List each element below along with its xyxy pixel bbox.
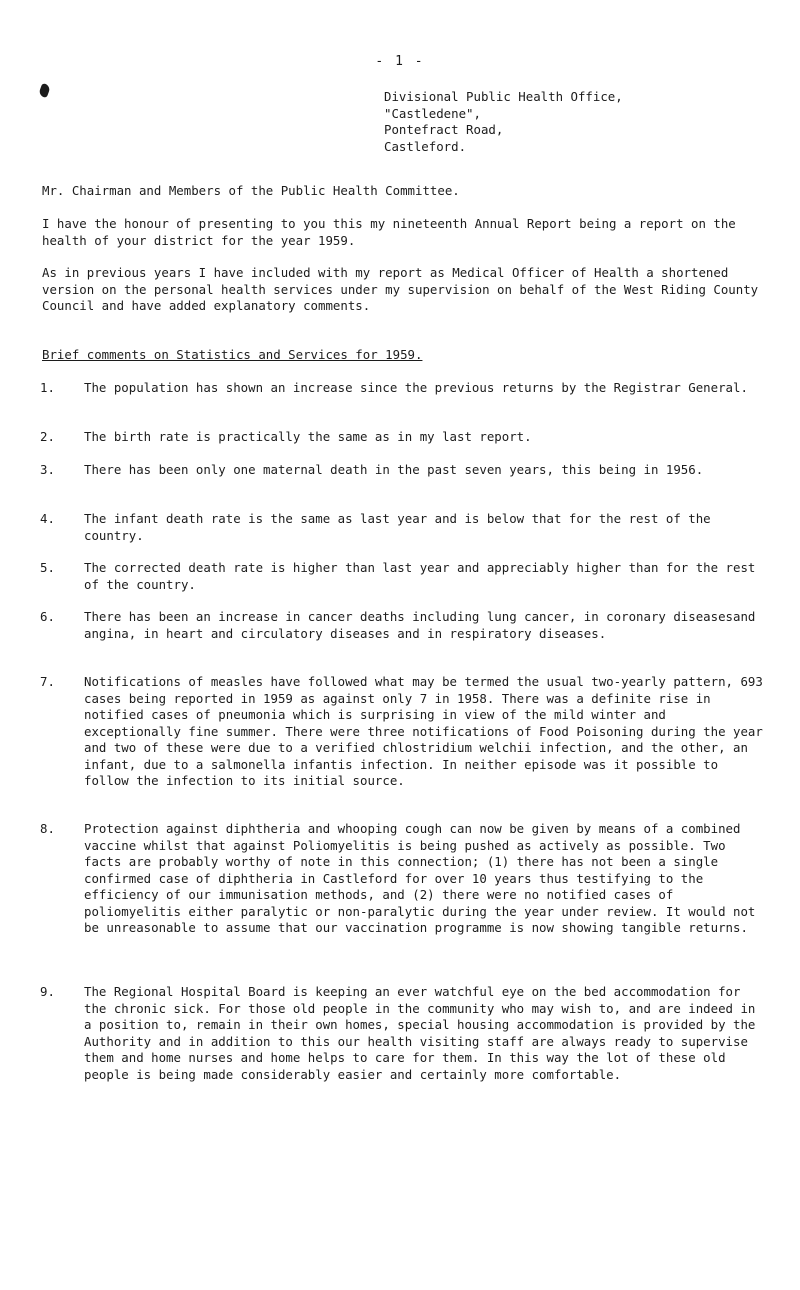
address-line: Castleford. — [384, 138, 467, 154]
item-number: 2. — [40, 429, 55, 444]
item-text: Protection against diphtheria and whooping cough can now be given by means of a combined vaccine whilst that against Poliomyelitis is being pushed as actively as possible. Two facts are probably worthy of note in this connection; (1) there has not been a single confirmed case of diphtheria in Castleford for over 10 years thus testifying to the efficiency of our immunisation methods, and (2) there were no notified cases of poliomyelitis either paralytic or non-paralytic during the year under review. It would not be unreasonable to assume that our vaccination programme is now showing tangible returns. — [84, 821, 756, 935]
item-number: 8. — [40, 821, 55, 836]
salutation: Mr. Chairman and Members of the Public Health Committee. — [42, 183, 460, 198]
ink-mark — [38, 83, 51, 98]
address-line: Divisional Public Health Office, — [384, 89, 623, 104]
item-text: There has been only one maternal death in the past seven years, this being in 1956. — [84, 462, 704, 477]
item-number: 6. — [40, 609, 55, 624]
item-text: The birth rate is practically the same as in my last report. — [84, 429, 532, 444]
sender-address — [384, 89, 764, 155]
item-text: The corrected death rate is higher than last year and appreciably higher than for the rest of the country. — [84, 560, 756, 592]
intro-paragraph: As in previous years I have included with my report as Medical Officer of Health a shortened version on the personal health services under my supervision on behalf of the West Riding County Council and have added explanatory comments. — [42, 265, 759, 313]
item-number: 1. — [40, 380, 55, 395]
section-heading: Brief comments on Statistics and Services for 1959. — [42, 347, 423, 362]
address-line: "Castledene", — [384, 105, 481, 121]
item-text: The population has shown an increase since the previous returns by the Registrar General. — [84, 380, 748, 395]
item-text: Notifications of measles have followed what may be termed the usual two-yearly pattern, 693 cases being reported in 1959 as against only 7 in 1958. There was a definite rise in notified cases of pneumonia which is surprising in view of the mild winter and exceptionally fine summer. There were three notifications of Food Poisoning during the year and two of these were due to a verified chlostridium welchii infection, and the other, an infant, due to a salmonella infantis infection. In neither episode was it possible to follow the infection to its initial source. — [84, 674, 763, 788]
item-text: There has been an increase in cancer deaths including lung cancer, in coronary diseasesand angina, in heart and circulatory diseases and in respiratory diseases. — [84, 609, 756, 641]
address-line: Pontefract Road, — [384, 122, 504, 137]
intro-paragraph: I have the honour of presenting to you this my nineteenth Annual Report being a report on the health of your district for the year 1959. — [42, 216, 736, 248]
item-number: 4. — [40, 511, 55, 526]
item-number: 3. — [40, 462, 55, 477]
page-number: - 1 - — [375, 54, 425, 69]
item-text: The Regional Hospital Board is keeping an ever watchful eye on the bed accommodation for the chronic sick. For those old people in the community who may wish to, and are indeed in a position to, remain in their own homes, special housing accommodation is provided by the Authority and in addition to this our health visiting staff are always ready to supervise them and home nurses and home helps to care for them. In this way the lot of these old people is being made considerably easier and certainly more comfortable. — [84, 984, 756, 1082]
item-number: 7. — [40, 674, 55, 689]
item-number: 5. — [40, 560, 55, 575]
item-text: The infant death rate is the same as last year and is below that for the rest of the country. — [84, 511, 711, 543]
item-number: 9. — [40, 984, 55, 999]
